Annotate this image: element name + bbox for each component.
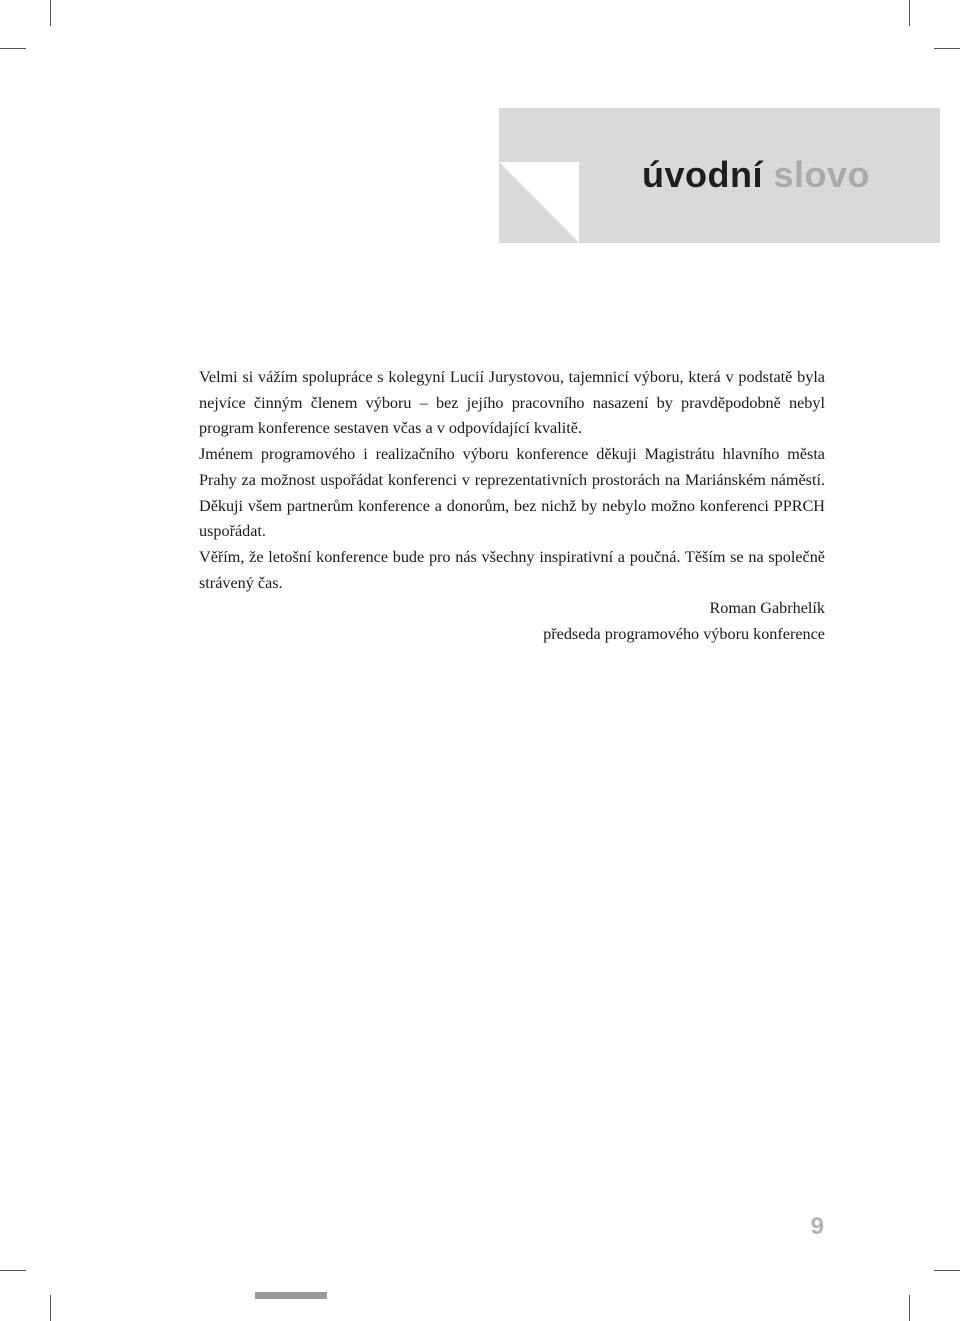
crop-mark <box>934 1270 960 1271</box>
signature-name: Roman Gabrhelík <box>709 599 825 618</box>
crop-mark <box>909 0 910 26</box>
crop-mark <box>50 1295 51 1321</box>
page-number: 9 <box>810 1213 824 1240</box>
crop-mark <box>50 0 51 26</box>
title-word-2: slovo <box>773 154 870 195</box>
intro-text <box>199 365 825 648</box>
section-title <box>499 152 870 198</box>
title-word-1: úvodní <box>641 154 763 195</box>
crop-mark <box>0 1270 26 1271</box>
crop-mark <box>934 48 960 49</box>
paragraph: Jménem programového i realizačního výboru konference děkuji Magistrátu hlavního města Prahy za možnost uspořádat konferenci v reprezentativních prostorách na Mariánském náměstí. Děkuji všem partnerům konference a donorům, bez nichž by nebylo možno konferenci PPRCH uspořádat. <box>199 445 825 541</box>
paragraph: Věřím, že letošní konference bude pro nás všechny inspirativní a poučná. Těším se na společně strávený čas. <box>199 547 825 592</box>
crop-mark <box>909 1295 910 1321</box>
signature-role: předseda programového výboru konference <box>543 625 825 644</box>
crop-mark <box>0 48 26 49</box>
paragraph: Velmi si vážím spolupráce s kolegyní Lucií Jurystovou, tajemnicí výboru, která v podstatě byla nejvíce činným členem výboru – bez jejího pracovního nasazení by pravděpodobně nebyl program konference sestaven včas a v odpovídající kvalitě. <box>199 368 825 438</box>
footer-bar-decoration <box>255 1292 327 1299</box>
